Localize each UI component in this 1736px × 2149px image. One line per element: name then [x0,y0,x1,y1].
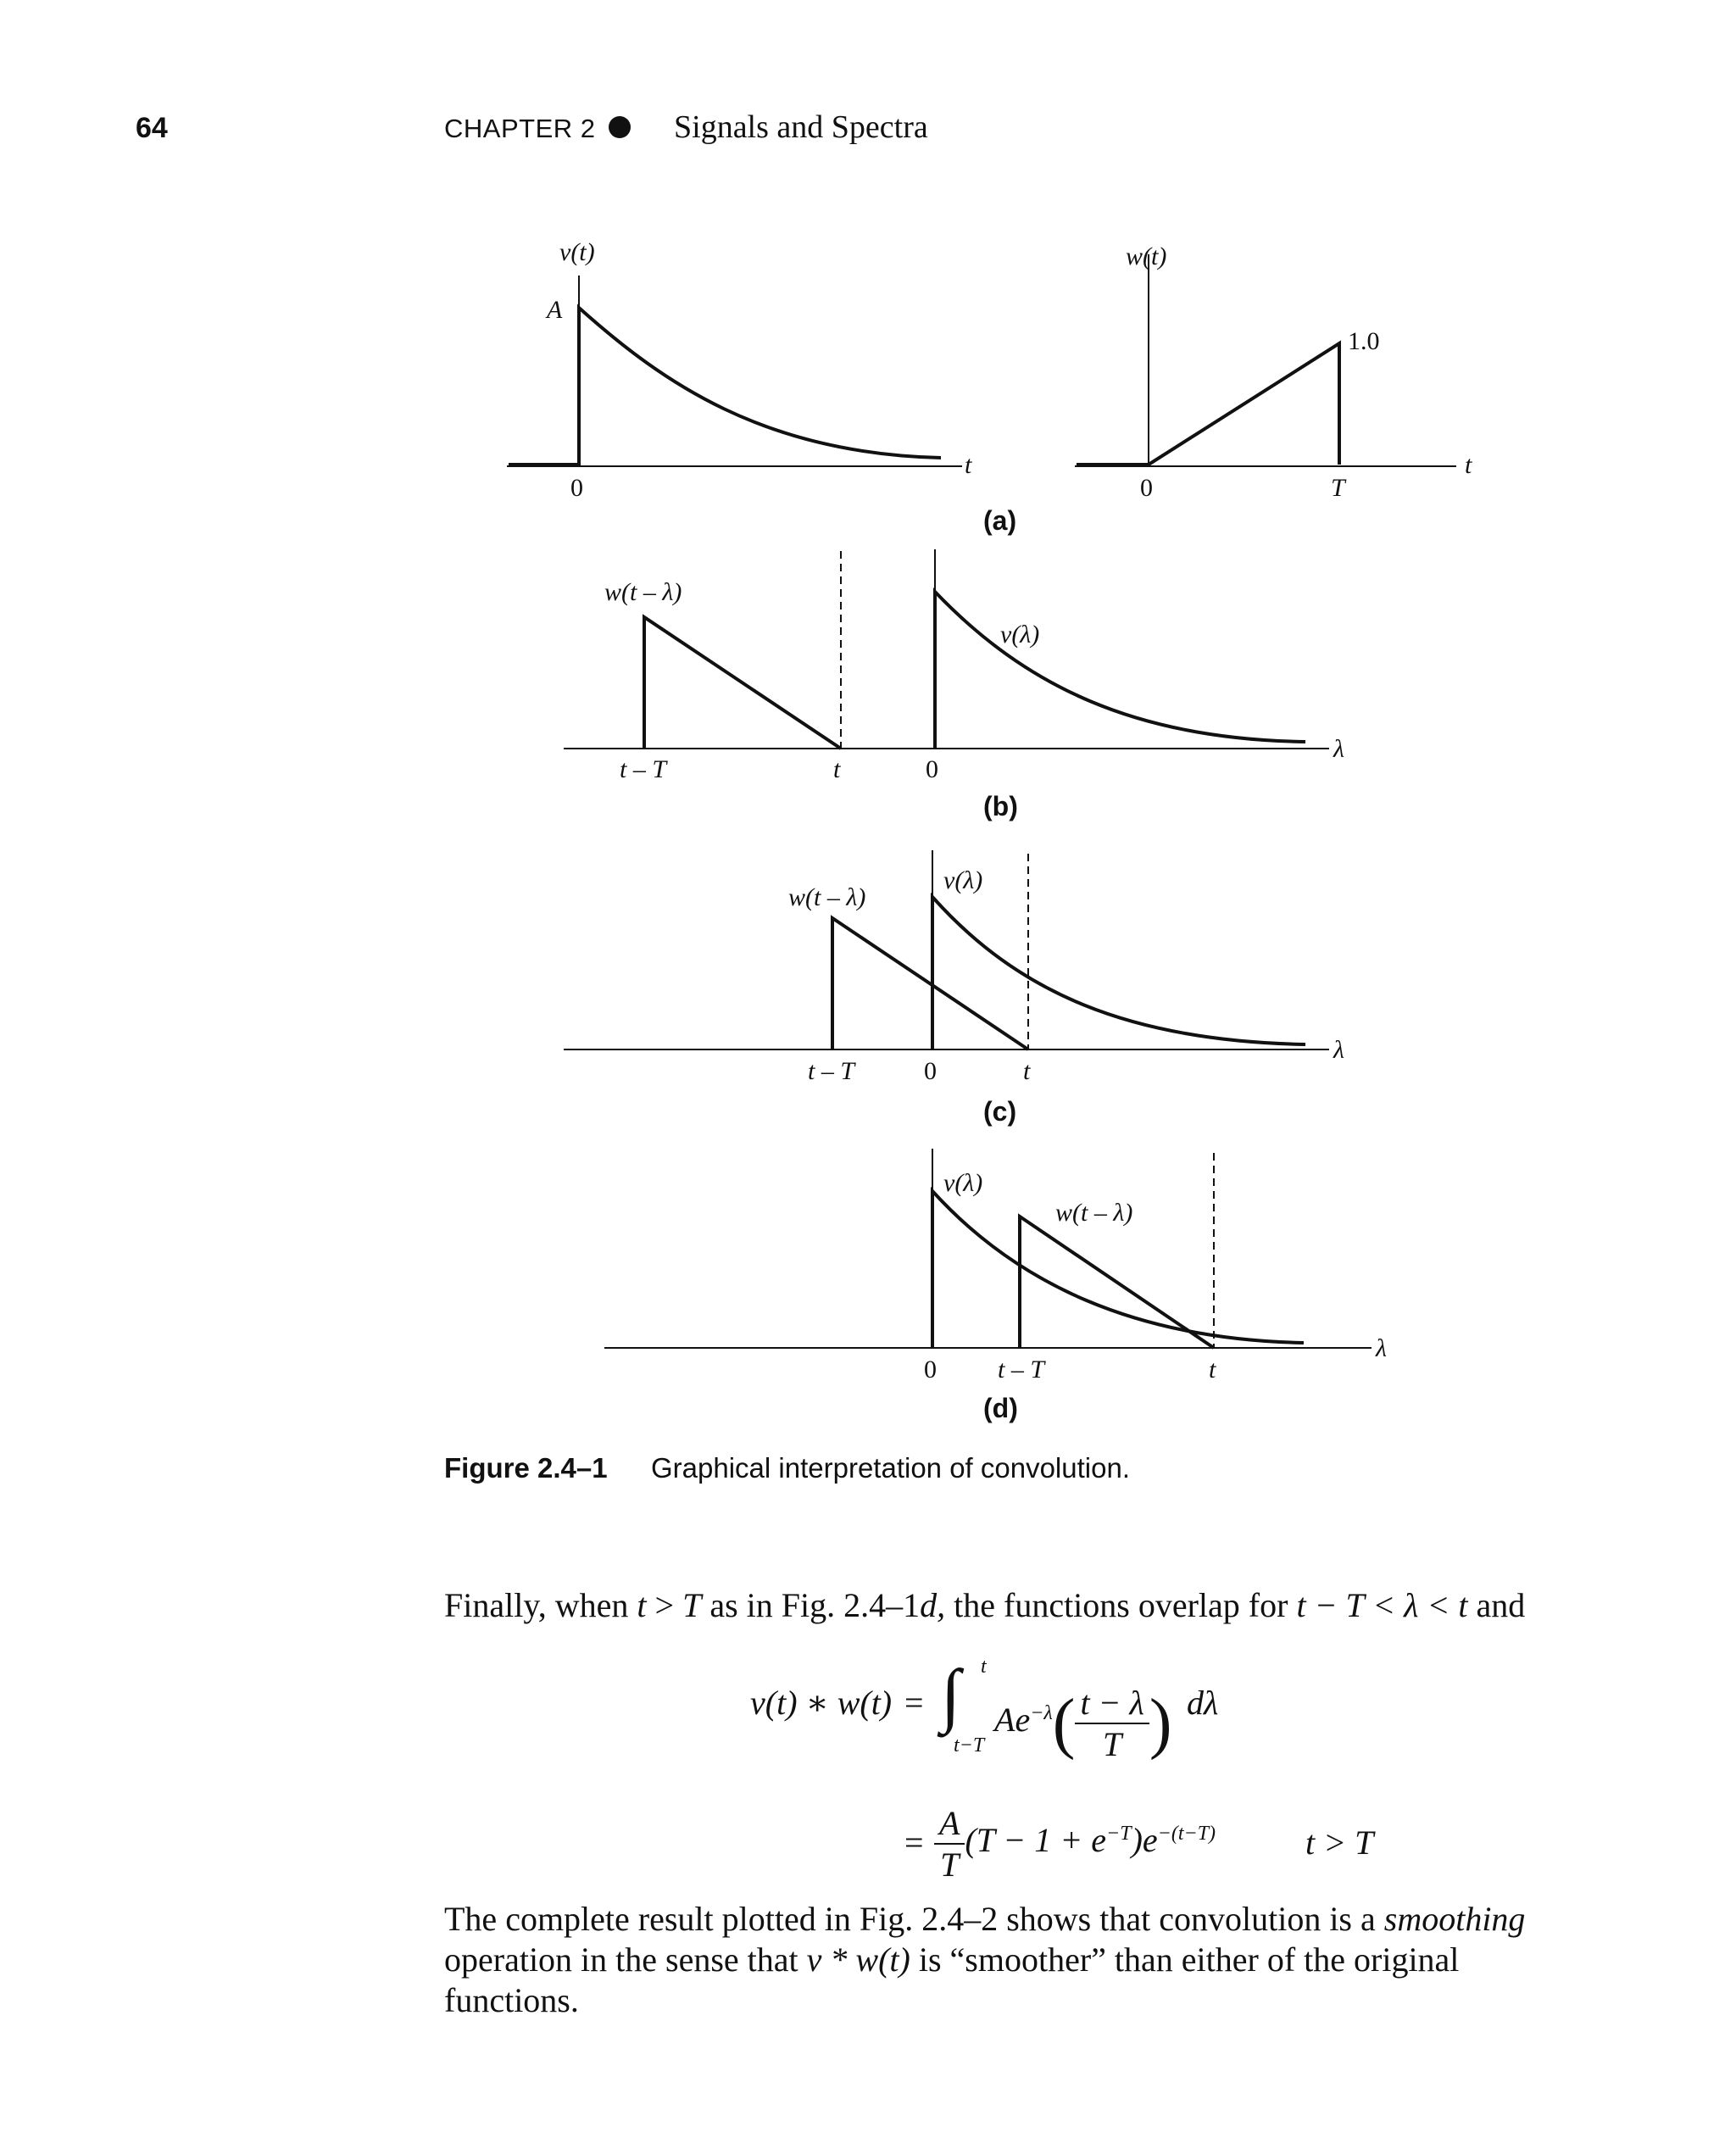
w-shifted-label: w(t – λ) [1055,1199,1133,1227]
w-shifted-label: w(t – λ) [788,883,866,911]
tick-t: t [1209,1356,1216,1383]
differential: dλ [1187,1684,1219,1722]
p1-var-t: t [637,1586,647,1624]
p1-gt: > [646,1586,683,1624]
panel-a-sublabel: (a) [983,505,1017,536]
p1-fig-d: d, [920,1586,946,1624]
p2-expression: v * w(t) [806,1940,910,1979]
equation-line2-equals: = [904,1823,924,1862]
p1-var-T: T [682,1586,702,1624]
origin-label: 0 [1140,474,1153,502]
panel-b [564,549,1344,783]
integrand-e: e [1015,1701,1031,1740]
paragraph-1 [444,1585,1546,1626]
p2-text-b: operation in the sense that [444,1940,807,1979]
tick-t: t [1023,1057,1031,1085]
p1-text-b: as in Fig. 2.4–1 [701,1586,921,1624]
integrand-A: A [994,1701,1015,1740]
chapter-label: CHAPTER 2 [444,114,596,143]
panel-c-sublabel: (c) [983,1096,1017,1127]
line2-exp2: −(t−T) [1157,1822,1216,1845]
p2-text-a: The complete result plotted in Fig. 2.4–2 shows that convolution is a [444,1900,1384,1938]
integral-lower-limit: t−T [954,1734,985,1757]
lambda-axis-label: λ [1333,735,1344,763]
integrand-fraction [1075,1683,1149,1764]
paragraph-2 [444,1899,1546,2021]
line2-numerator: A [939,1804,960,1842]
equation-equals: = [904,1684,924,1722]
peak-label: 1.0 [1348,327,1380,355]
T-label: T [1331,474,1345,502]
fraction-denominator: T [1075,1723,1149,1764]
v-lambda-label: v(λ) [1000,621,1040,649]
tick-t-minus-T: t – T [808,1057,855,1085]
v-lambda-label: v(λ) [943,866,983,894]
line2-exp1: −T [1106,1822,1132,1845]
panel-d [604,1149,1387,1383]
lambda-axis-label: λ [1333,1036,1344,1064]
figure-caption-label: Figure 2.4–1 [444,1452,608,1484]
equation-line2 [934,1803,1216,1885]
figure-caption-text: Graphical interpretation of convolution. [651,1452,1130,1484]
integral-sign: ∫ [941,1656,961,1734]
integral-upper-limit: t [981,1656,987,1678]
equation-lhs: v(t) ∗ w(t) [750,1684,893,1722]
p1-and: and [1467,1586,1526,1624]
line2-body: (T − 1 + e [965,1821,1107,1860]
lambda-axis-label: λ [1376,1334,1387,1362]
integrand: $Ae^{-\lambda}$( $\frac{t - \lambda}{T}$ ) [994,1684,1172,1763]
panel-a-w-plot [1075,242,1472,502]
amplitude-label: A [547,296,563,324]
integrand-exp: −λ [1030,1701,1053,1724]
page-number: 64 [136,112,168,144]
v-lambda-label: v(λ) [943,1169,983,1197]
tick-t: t [833,755,841,783]
equation-condition: t > T [1305,1823,1374,1862]
tick-zero: 0 [924,1057,937,1085]
panel-a-v-plot [507,238,972,502]
w-shifted-label: w(t – λ) [604,578,682,606]
panel-c [564,850,1344,1085]
origin-label: 0 [570,474,583,502]
line2-fraction [934,1803,965,1885]
p1-text-c: the functions overlap for [945,1586,1297,1624]
tick-zero: 0 [926,755,938,783]
v-t-label: v(t) [559,238,595,266]
tick-t-minus-T: t – T [620,755,667,783]
p1-text-a: Finally, when [444,1586,637,1624]
line2-mid: )e [1131,1821,1158,1860]
panel-b-sublabel: (b) [983,791,1018,821]
t-axis-label: t [1465,451,1472,479]
p2-emphasis: smoothing [1383,1900,1526,1938]
tick-zero: 0 [924,1356,937,1383]
p2-text-c: is “smoother” than either of the original functions. [444,1940,1460,2019]
panel-d-sublabel: (d) [983,1393,1018,1423]
w-t-label: w(t) [1126,242,1167,270]
line2-denominator: T [934,1843,965,1885]
chapter-title: Signals and Spectra [674,109,928,145]
t-axis-label: t [965,451,972,479]
p1-condition: t − T < λ < t [1296,1586,1468,1624]
tick-t-minus-T: t – T [998,1356,1045,1383]
fraction-numerator: t − λ [1080,1684,1144,1722]
